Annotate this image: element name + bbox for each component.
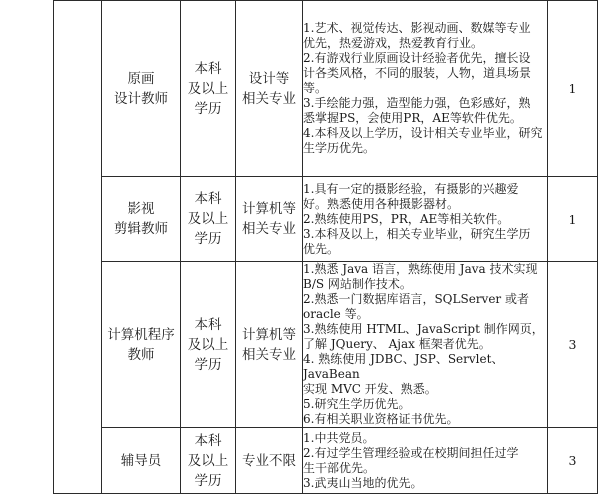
recruitment-table — [53, 0, 598, 494]
requirement-line: 优先，热爱游戏，热爱教育行业。 — [303, 36, 484, 50]
education-line: 学历 — [194, 356, 222, 373]
major-line: 相关专业 — [242, 90, 296, 107]
requirement-line: 4. 熟练使用 JDBC、JSP、Servlet、JavaBean — [303, 352, 504, 381]
education-line: 本科 — [194, 191, 222, 207]
major-line: 相关专业 — [242, 221, 296, 237]
education-line: 本科 — [194, 316, 222, 333]
requirement-line: 1.熟悉 Java 语言，熟练使用 Java 技术实现 — [303, 262, 538, 276]
education-cell — [181, 428, 236, 494]
major-line: 专业不限 — [242, 452, 296, 469]
requirement-line: 3.本科及以上，相关专业毕业，研究生学历 — [303, 226, 531, 241]
table-row — [54, 1, 598, 177]
requirement-line: 6.有相关职业资格证书优先。 — [303, 412, 459, 426]
major-cell — [236, 177, 303, 262]
requirement-line: 3.武夷山当地的优先。 — [303, 475, 423, 490]
count-cell: 1 — [548, 1, 598, 177]
education-cell — [181, 262, 236, 428]
education-line: 本科 — [194, 432, 222, 449]
education-line: 本科 — [194, 60, 222, 77]
position-cell — [102, 1, 181, 177]
requirement-line: oracle 等。 — [303, 307, 369, 321]
requirement-line: 好。熟悉使用各种摄影器材。 — [303, 196, 460, 211]
position-cell — [102, 428, 181, 494]
count-cell: 3 — [548, 262, 598, 428]
position-line: 剪辑教师 — [114, 221, 168, 237]
table-row — [54, 177, 598, 262]
requirement-line: 1.艺术、视觉传达、影视动画、数媒等专业 — [303, 21, 531, 35]
position-line: 影视 — [127, 201, 155, 217]
requirement-line: 3.熟练使用 HTML、JavaScript 制作网页， — [303, 322, 544, 336]
requirements-cell — [303, 428, 548, 494]
leading-merged-cell — [54, 1, 102, 494]
education-line: 及以上 — [187, 452, 229, 469]
requirement-line: 悉掌握PS，会使用PR，AE等软件优先。 — [303, 111, 522, 125]
position-line: 设计教师 — [114, 90, 168, 107]
education-line: 学历 — [194, 100, 222, 117]
education-line: 及以上 — [187, 80, 229, 97]
position-cell — [102, 262, 181, 428]
major-cell — [236, 428, 303, 494]
education-line: 学历 — [194, 231, 222, 247]
requirement-line: 4.本科及以上学历，设计相关专业毕业，研究 — [303, 126, 543, 140]
requirement-line: 计各类风格，不同的服装，人物，道具场景 — [303, 66, 532, 80]
requirement-line: 等。 — [303, 81, 328, 95]
requirement-line: 生学历优先。 — [303, 141, 376, 155]
requirement-line: 1.中共党员。 — [303, 430, 375, 445]
position-line: 原画 — [127, 70, 155, 87]
education-line: 及以上 — [187, 211, 229, 227]
requirements-cell — [303, 177, 548, 262]
major-line: 计算机等 — [242, 201, 296, 217]
requirement-line: 3.手绘能力强，造型能力强，色彩感好，熟 — [303, 96, 531, 110]
major-line: 设计等 — [248, 70, 290, 87]
requirement-line: B/S 网站制作技术。 — [303, 277, 412, 291]
requirements-cell — [303, 262, 548, 428]
requirement-line: 实现 MVC 开发、熟悉。 — [303, 382, 437, 396]
requirement-line: 1.具有一定的摄影经验，有摄影的兴趣爱 — [303, 181, 519, 196]
count-cell: 1 — [548, 177, 598, 262]
requirement-line: 生干部优先。 — [303, 460, 376, 475]
table-row — [54, 262, 598, 428]
position-line: 计算机程序 — [107, 326, 175, 343]
requirement-line: 2.熟练使用PS，PR，AE等相关软件。 — [303, 211, 510, 226]
major-line: 相关专业 — [242, 346, 296, 363]
count-cell: 3 — [548, 428, 598, 494]
major-line: 计算机等 — [242, 326, 296, 343]
education-cell — [181, 1, 236, 177]
requirement-line: 2.有游戏行业原画设计经验者优先，擅长设 — [303, 51, 531, 65]
table-row — [54, 428, 598, 494]
major-cell — [236, 1, 303, 177]
requirement-line: 5.研究生学历优先。 — [303, 397, 411, 411]
major-cell — [236, 262, 303, 428]
education-line: 及以上 — [187, 336, 229, 353]
requirement-line: 2.熟悉一门数据库语言，SQLServer 或者 — [303, 292, 529, 306]
position-line: 辅导员 — [120, 452, 162, 469]
position-cell — [102, 177, 181, 262]
requirement-line: 了解 JQuery、 Ajax 框架者优先。 — [303, 337, 491, 351]
requirements-cell — [303, 1, 548, 177]
education-line: 学历 — [194, 472, 222, 489]
position-line: 教师 — [127, 346, 155, 363]
education-cell — [181, 177, 236, 262]
requirement-line: 优先。 — [303, 241, 340, 256]
requirement-line: 2.有过学生管理经验或在校期间担任过学 — [303, 445, 519, 460]
